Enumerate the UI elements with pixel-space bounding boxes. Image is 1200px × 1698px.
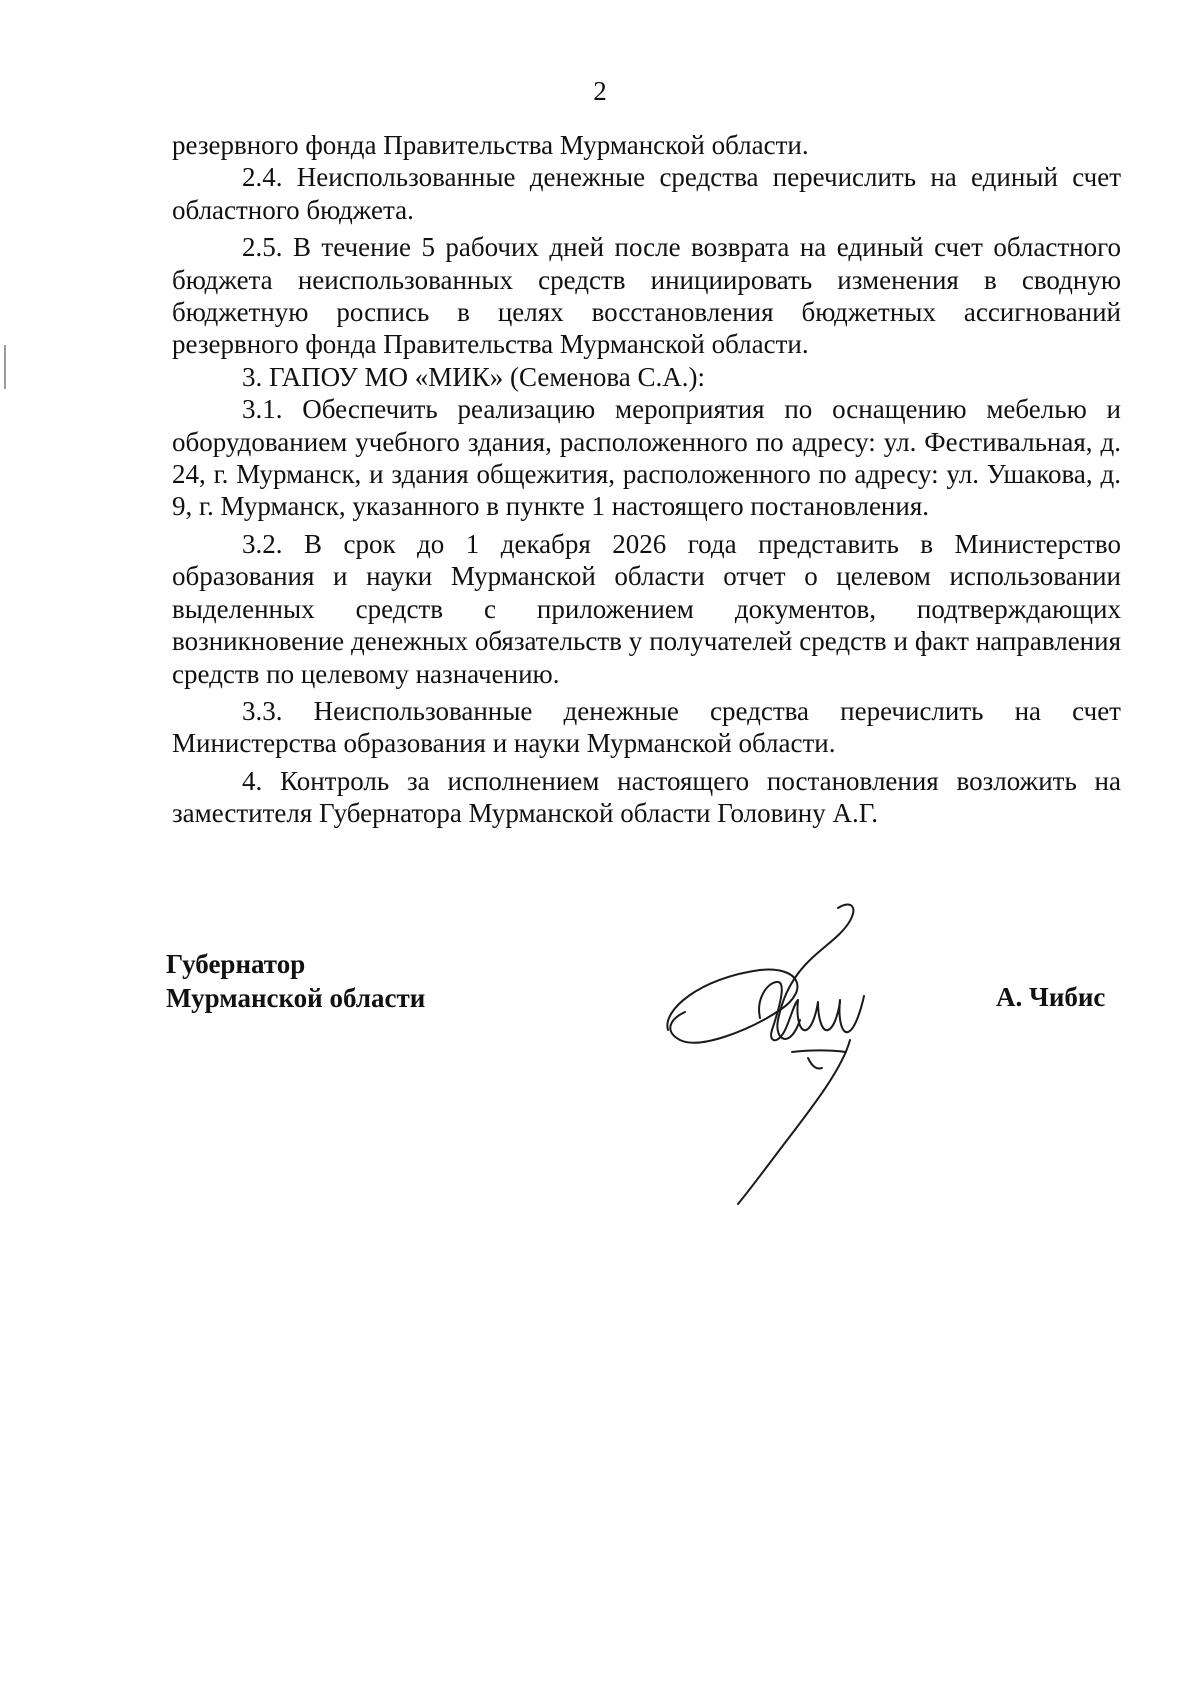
paragraph-continuation: резервного фонда Правительства Мурманской области.: [172, 130, 809, 160]
page-number: 2: [593, 76, 607, 106]
signatory-title: [166, 947, 425, 1015]
signatory-title-line2: Мурманской области: [166, 983, 426, 1013]
paragraph-3-2: 3.2. В срок до 1 декабря 2026 года представить в Министерство образования и науки Мурманской области отчет о целевом использовании выделенных средств с приложением документов, подтверждающих возникновение денежных обязательств у получателей средств и факт направления средств по целевому назначению.: [172, 528, 1121, 689]
paragraph-4: 4. Контроль за исполнением настоящего постановления возложить на заместителя Губернатора Мурманской области Головину А.Г.: [172, 765, 1121, 829]
paragraph-3: 3. ГАПОУ МО «МИК» (Семенова С.А.):: [242, 361, 705, 392]
paragraph-3-3: 3.3. Неиспользованные денежные средства перечислить на счет Министерства образования и науки Мурманской области.: [172, 695, 1121, 759]
paragraph-2-4: 2.4. Неиспользованные денежные средства перечислить на единый счет областного бюджета.: [172, 162, 1121, 225]
signatory-name: А. Чибис: [996, 982, 1106, 1012]
handwritten-signature: [660, 900, 900, 1210]
signatory-title-line1: Губернатор: [166, 949, 306, 979]
paragraph-2-5: 2.5. В течение 5 рабочих дней после возврата на единый счет областного бюджета неиспользованных средств инициировать изменения в сводную бюджетную роспись в целях восстановления бюджетных ассигнований резервного фонда Правительства Мурманской области.: [172, 232, 1121, 360]
paragraph-3-1: 3.1. Обеспечить реализацию мероприятия по оснащению мебелью и оборудованием учебного здания, расположенного по адресу: ул. Фестивальная, д. 24, г. Мурманск, и здания общежития, расположенного по адресу: ул. Ушакова, д. 9, г. Мурманск, указанного в пункте 1 настоящего постановления.: [172, 394, 1121, 522]
